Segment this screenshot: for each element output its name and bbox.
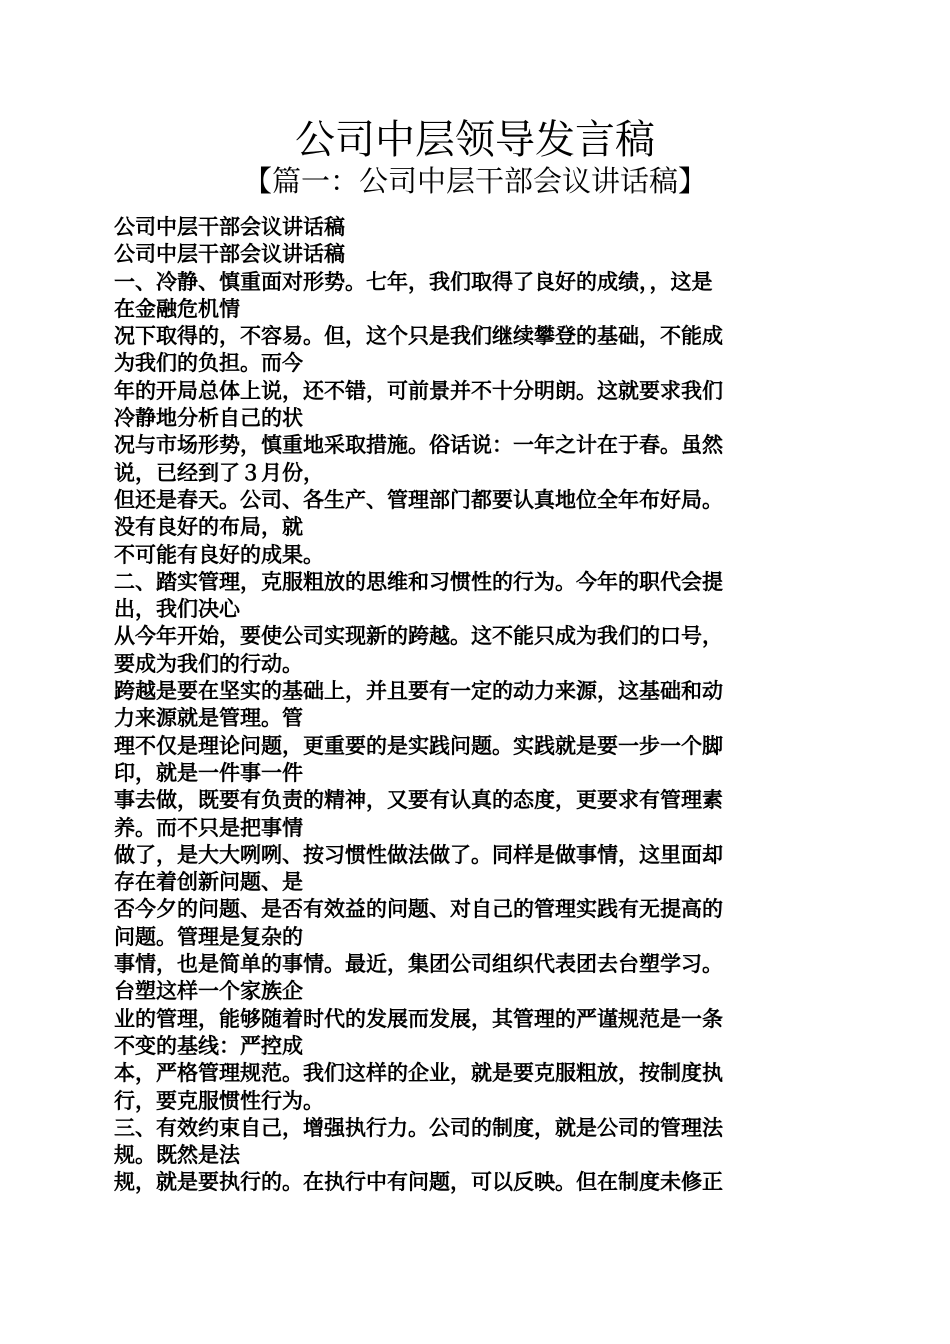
body-line: 公司中层干部会议讲话稿 <box>114 215 345 239</box>
body-line: 理不仅是理论问题，更重要的是实践问题。实践就是要一步一个脚 <box>114 733 723 758</box>
body-line: 但还是春天。公司、各生产、管理部门都要认真地位全年布好局。 <box>114 487 723 512</box>
body-line: 出，我们决心 <box>114 597 240 622</box>
body-line: 事情，也是简单的事情。最近，集团公司组织代表团去台塑学习。 <box>114 952 723 977</box>
body-line: 业的管理，能够随着时代的发展而发展，其管理的严谨规范是一条 <box>114 1006 723 1031</box>
body-line: 没有良好的布局，就 <box>114 515 303 540</box>
body-line: 行，要克服惯性行为。 <box>114 1088 324 1113</box>
body-line: 不可能有良好的成果。 <box>114 542 324 567</box>
body-line: 力来源就是管理。管 <box>114 706 303 731</box>
document-title: 公司中层领导发言稿 <box>295 117 655 163</box>
document-body <box>114 214 830 1197</box>
body-line: 二、踏实管理，克服粗放的思维和习惯性的行为。今年的职代会提 <box>114 569 723 594</box>
body-line: 问题。管理是复杂的 <box>114 924 303 949</box>
body-line: 不变的基线：严控成 <box>114 1033 303 1058</box>
body-line: 事去做，既要有负责的精神，又要有认真的态度，更要求有管理素 <box>114 788 723 813</box>
body-line: 说，已经到了３月份， <box>114 460 324 485</box>
body-line: 一、冷静、慎重面对形势。七年，我们取得了良好的成绩，，这是 <box>114 269 713 294</box>
document-subtitle: 【篇一：公司中层干部会议讲话稿】 <box>242 164 707 198</box>
body-line: 要成为我们的行动。 <box>114 651 303 676</box>
body-line: 印，就是一件事一件 <box>114 760 303 785</box>
body-line: 况下取得的，不容易。但，这个只是我们继续攀登的基础，不能成 <box>114 324 723 349</box>
body-line: 年的开局总体上说，还不错，可前景并不十分明朗。这就要求我们 <box>114 378 723 403</box>
body-line: 为我们的负担。而今 <box>114 351 303 376</box>
body-line: 台塑这样一个家族企 <box>114 979 303 1004</box>
body-line: 否今夕的问题、是否有效益的问题、对自己的管理实践有无提高的 <box>114 897 723 922</box>
body-line: 规，就是要执行的。在执行中有问题，可以反映。但在制度未修正 <box>114 1170 723 1195</box>
body-line: 在金融危机情 <box>114 296 240 321</box>
body-line: 从今年开始，要使公司实现新的跨越。这不能只成为我们的口号， <box>114 624 723 649</box>
body-line: 公司中层干部会议讲话稿 <box>114 242 345 267</box>
body-line: 本，严格管理规范。我们这样的企业，就是要克服粗放，按制度执 <box>114 1061 723 1086</box>
body-line: 规。既然是法 <box>114 1143 240 1168</box>
body-line: 跨越是要在坚实的基础上，并且要有一定的动力来源，这基础和动 <box>114 679 723 704</box>
body-line: 做了，是大大咧咧、按习惯性做法做了。同样是做事情，这里面却 <box>114 842 723 867</box>
body-line: 存在着创新问题、是 <box>114 870 303 895</box>
body-line: 冷静地分析自己的状 <box>114 406 303 431</box>
body-line: 况与市场形势，慎重地采取措施。俗话说：一年之计在于春。虽然 <box>114 433 723 458</box>
body-line: 养。而不只是把事情 <box>114 815 303 840</box>
body-line: 三、有效约束自己，增强执行力。公司的制度，就是公司的管理法 <box>114 1115 723 1140</box>
